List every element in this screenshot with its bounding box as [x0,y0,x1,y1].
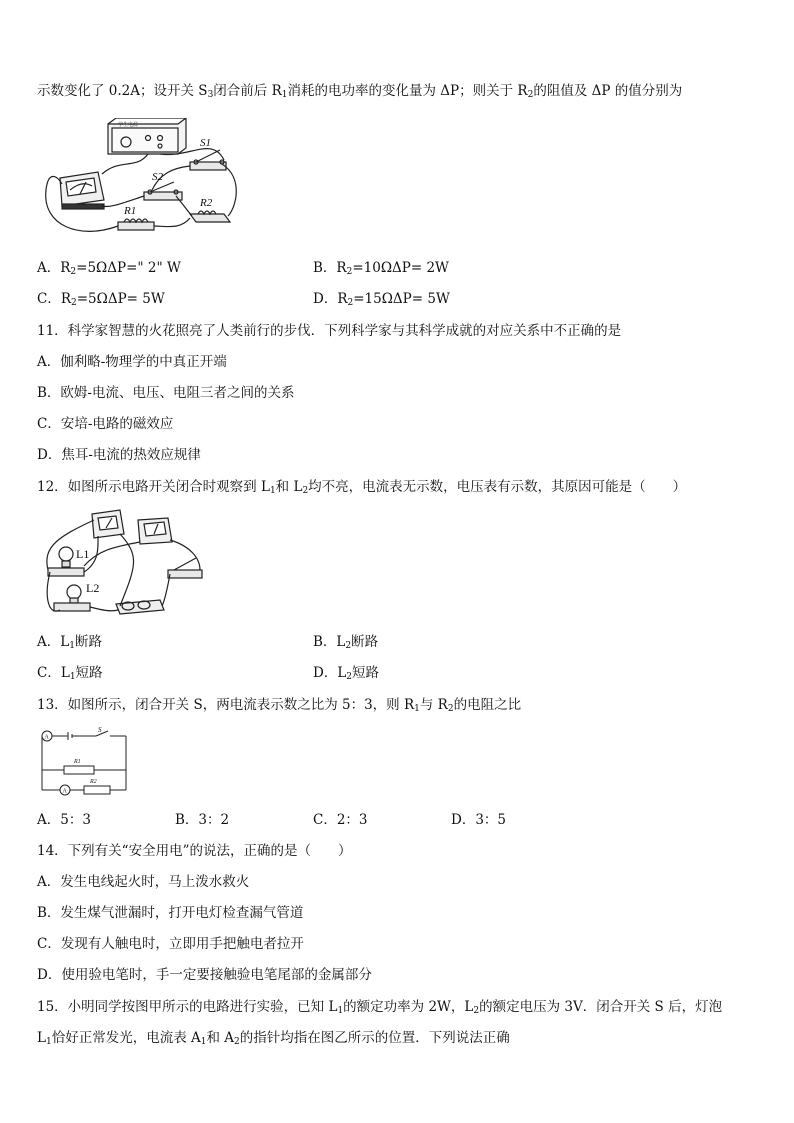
subscript: 1 [45,1037,52,1047]
subscript: 1 [281,90,288,100]
subscript: 2 [302,486,309,496]
q13-label-r2: R2 [90,779,97,785]
subscript: 2 [70,267,77,277]
q10-stem [37,82,682,100]
q14-option-d[interactable]: D．使用验电笔时，手一定要接触验电笔尾部的金属部分 [37,967,372,983]
q15-stem-line-1 [37,998,722,1016]
subscript: 3 [207,90,214,100]
option-text: 短路 [75,665,103,681]
q15-stem-text: L [37,1030,46,1046]
q11-option-b[interactable]: B．欧姆-电流、电压、电阻三者之间的关系 [37,385,295,401]
q15-stem-text: 的额定功率为 2W，L [343,999,474,1015]
q11-option-c[interactable]: C．安培-电路的磁效应 [37,416,174,432]
option-letter: A． [37,634,61,650]
q10-option-c[interactable] [37,290,165,308]
subscript: 1 [200,1037,207,1047]
q13-circuit-svg [38,726,130,798]
q12-label-l1: L1 [76,547,90,561]
q15-stem-text: 15．小明同学按图甲所示的电路进行实验，已知 L [37,999,338,1015]
subscript: 2 [447,704,454,714]
q10-label-r1: R1 [124,205,137,217]
q10-stem-text: 消耗的电功率的变化量为 ΔP；则关于 R [287,83,528,99]
q13-ammeter-a2-label: A [62,788,67,795]
q10-option-d[interactable] [313,290,450,308]
q12-stem [37,478,686,496]
q15-stem-text: 的额定电压为 3V．闭合开关 S 后，灯泡 [479,999,723,1015]
option-text: =5ΩΔP= 5W [76,291,165,307]
q10-option-a[interactable] [37,259,181,277]
q14-option-c[interactable]: C．发现有人触电时，立即用手把触电者拉开 [37,936,304,952]
option-letter: B． [313,260,337,276]
q14-stem: 14．下列有关“安全用电”的说法，正确的是（ ） [37,843,352,859]
q12-label-l2: L2 [86,581,100,595]
q10-power-supply-label: 学生电源 [118,122,139,128]
q14-option-b[interactable]: B．发生煤气泄漏时，打开电灯检查漏气管道 [37,905,304,921]
q10-label-s2: S2 [152,171,163,183]
q13-label-r1: R1 [74,759,81,765]
option-text: L [60,634,70,650]
q13-stem-text: 与 R [419,697,448,713]
subscript: 1 [269,486,276,496]
q13-stem [37,696,521,714]
option-text: R [60,291,72,307]
q10-stem-text: 示数变化了 0.2A；设开关 S [37,83,208,99]
option-text: 短路 [352,665,380,681]
q10-stem-text: 闭合前后 R [213,83,282,99]
subscript: 2 [473,1006,480,1016]
q10-circuit-svg [40,118,245,240]
q11-stem: 11．科学家智慧的火花照亮了人类前行的步伐．下列科学家与其科学成就的对应关系中不正确的是 [37,323,622,339]
q12-circuit-svg [40,506,215,620]
q10-label-r2: R2 [200,197,213,209]
q13-option-a[interactable]: A．5：3 [37,812,91,828]
subscript: 1 [414,704,420,714]
q13-stem-text: 13．如图所示，闭合开关 S，两电流表示数之比为 5：3，则 R [37,697,415,713]
q13-option-d[interactable]: D．3：5 [451,812,507,828]
q10-circuit-figure [40,118,245,240]
subscript: 2 [347,298,354,308]
option-letter: D． [313,291,338,307]
q10-stem-text: 的阻值及 ΔP 的值分别为 [533,83,683,99]
q10-option-b[interactable] [313,259,449,277]
option-text: L [60,665,70,681]
q15-stem-text: 恰好正常发光，电流表 A [51,1030,201,1046]
subscript: 2 [346,672,353,682]
subscript: 1 [69,641,75,651]
option-text: R [336,260,347,276]
q15-stem-line-2 [37,1029,510,1047]
q12-option-b[interactable] [313,633,378,651]
q13-stem-text: 的电阻之比 [453,697,522,713]
q10-label-s1: S1 [200,137,211,149]
q12-stem-text: 12．如图所示电路开关闭合时观察到 L [37,479,270,495]
subscript: 1 [337,1006,344,1016]
option-text: 断路 [351,634,379,650]
q12-stem-text: 均不亮，电流表无示数，电压表有示数，其原因可能是（ ） [308,479,687,495]
q11-option-a[interactable]: A．伽利略-物理学的中真正开端 [37,354,227,370]
option-text: R [337,291,348,307]
q13-ammeter-a1-label: A [44,734,49,741]
q13-label-s: S [98,726,102,734]
option-text: =15ΩΔP= 5W [353,291,450,307]
option-letter: D． [313,665,338,681]
q15-stem-text: 的指针均指在图乙所示的位置．下列说法正确 [239,1030,510,1046]
subscript: 2 [527,90,534,100]
q15-stem-text: 和 A [206,1030,235,1046]
subscript: 2 [345,641,352,651]
option-letter: C． [37,665,61,681]
option-text: =10ΩΔP= 2W [352,260,449,276]
option-letter: A． [37,260,61,276]
option-text: L [337,665,347,681]
q12-option-c[interactable] [37,664,103,682]
q12-option-a[interactable] [37,633,102,651]
option-text: L [336,634,346,650]
q13-circuit-figure [38,726,130,798]
option-text: 断路 [74,634,102,650]
option-text: R [60,260,71,276]
subscript: 2 [71,298,77,308]
q13-option-b[interactable]: B．3：2 [175,812,230,828]
option-text: =5ΩΔP=" 2" W [76,260,181,276]
q12-stem-text: 和 L [275,479,303,495]
subscript: 1 [69,672,76,682]
q12-circuit-figure [40,506,215,620]
q14-option-a[interactable]: A．发生电线起火时，马上泼水救火 [37,874,250,890]
q12-option-d[interactable] [313,664,379,682]
subscript: 2 [234,1037,240,1047]
subscript: 2 [346,267,353,277]
q13-option-c[interactable]: C．2：3 [313,812,368,828]
q11-option-d[interactable]: D．焦耳-电流的热效应规律 [37,447,201,463]
option-letter: C． [37,291,61,307]
option-letter: B． [313,634,337,650]
